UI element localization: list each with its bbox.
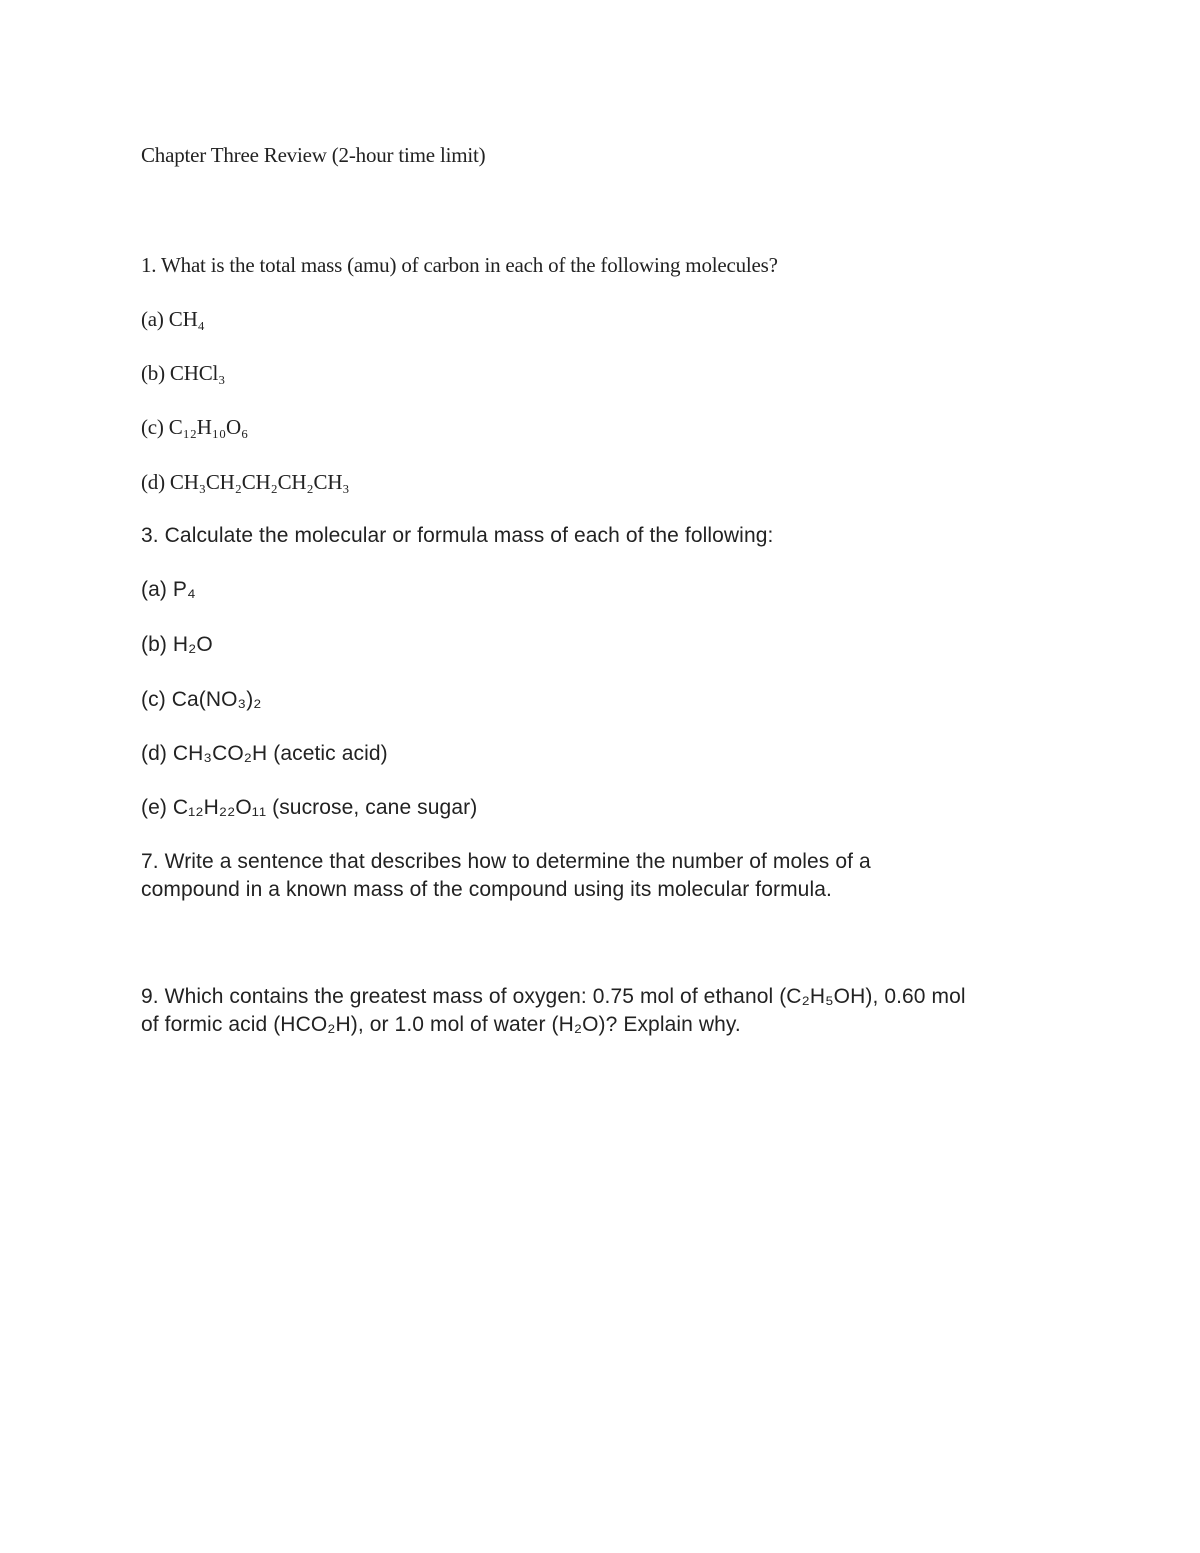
question-3-item-c: (c) Ca(NO₃)₂ [141, 688, 262, 711]
question-1-item-c: (c) C₁₂H₁₀O₆ [141, 415, 249, 439]
question-7-line-1: 7. Write a sentence that describes how to determine the number of moles of a [141, 850, 871, 873]
question-9-line-1: 9. Which contains the greatest mass of oxygen: 0.75 mol of ethanol (C₂H₅OH), 0.60 mol [141, 985, 966, 1008]
question-1-item-b: (b) CHCl₃ [141, 361, 226, 385]
question-3-item-d: (d) CH₃CO₂H (acetic acid) [141, 742, 388, 765]
question-3-prompt: 3. Calculate the molecular or formula mass of each of the following: [141, 524, 774, 547]
question-1-prompt: 1. What is the total mass (amu) of carbon in each of the following molecules? [141, 253, 778, 277]
question-3-item-a: (a) P₄ [141, 578, 196, 601]
question-1-item-a: (a) CH₄ [141, 307, 205, 331]
question-9-line-2: of formic acid (HCO₂H), or 1.0 mol of water (H₂O)? Explain why. [141, 1013, 741, 1036]
question-7-line-2: compound in a known mass of the compound using its molecular formula. [141, 878, 832, 901]
document-title: Chapter Three Review (2-hour time limit) [141, 143, 486, 167]
question-3-item-e: (e) C₁₂H₂₂O₁₁ (sucrose, cane sugar) [141, 796, 478, 819]
question-3-item-b: (b) H₂O [141, 633, 213, 656]
question-1-item-d: (d) CH₃CH₂CH₂CH₂CH₃ [141, 470, 350, 494]
